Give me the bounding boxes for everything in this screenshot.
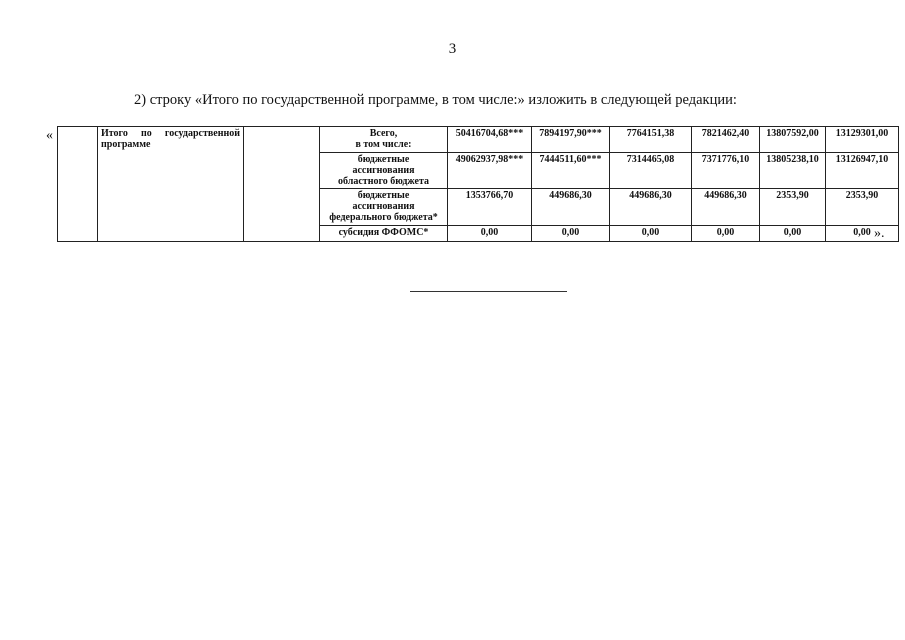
row-name-cell <box>320 153 448 189</box>
value-cell: 13805238,10 <box>760 153 826 189</box>
row-name-line: ассигнования <box>352 165 415 176</box>
separator-line <box>410 291 567 292</box>
row-name-cell <box>320 189 448 226</box>
value-cell: 7371776,10 <box>692 153 760 189</box>
value-cell: 1353766,70 <box>448 189 532 226</box>
value-cell: 0,00 <box>532 226 610 242</box>
value-cell: 13126947,10 <box>826 153 899 189</box>
value-cell: 0,00 <box>692 226 760 242</box>
program-label: Итого по государственной программе <box>101 128 240 150</box>
value-cell: 50416704,68*** <box>448 127 532 153</box>
value-cell: 7894197,90*** <box>532 127 610 153</box>
row-name-line: федерального бюджета* <box>329 212 438 223</box>
value-cell: 2353,90 <box>760 189 826 226</box>
value-cell: 2353,90 <box>826 189 899 226</box>
closing-quote: ». <box>874 226 885 241</box>
table-row <box>58 127 899 153</box>
intro-paragraph: 2) строку «Итого по государственной программе, в том числе:» изложить в следующей редакции: <box>134 92 737 108</box>
value-cell: 449686,30 <box>532 189 610 226</box>
value-cell: 7444511,60*** <box>532 153 610 189</box>
empty-cell <box>58 127 98 242</box>
value-cell: 0,00 <box>826 226 899 242</box>
value-cell: 449686,30 <box>692 189 760 226</box>
row-name-line: бюджетные <box>357 154 410 165</box>
row-name-line: ассигнования <box>352 201 415 212</box>
row-name-line: в том числе: <box>355 139 412 150</box>
row-name-cell: субсидия ФФОМС* <box>320 226 448 242</box>
value-cell: 0,00 <box>610 226 692 242</box>
program-label-cell <box>98 127 244 242</box>
value-cell: 0,00 <box>448 226 532 242</box>
value-cell: 449686,30 <box>610 189 692 226</box>
value-cell: 7821462,40 <box>692 127 760 153</box>
opening-quote: « <box>46 128 53 143</box>
value-cell: 7764151,38 <box>610 127 692 153</box>
value-cell: 7314465,08 <box>610 153 692 189</box>
value-cell: 13129301,00 <box>826 127 899 153</box>
page-number: 3 <box>448 41 457 57</box>
value-cell: 0,00 <box>760 226 826 242</box>
row-name-line: бюджетные <box>357 190 410 201</box>
row-name-line: областного бюджета <box>338 176 429 187</box>
row-name-cell <box>320 127 448 153</box>
empty-cell <box>244 127 320 242</box>
value-cell: 13807592,00 <box>760 127 826 153</box>
program-budget-table <box>57 126 899 242</box>
value-cell: 49062937,98*** <box>448 153 532 189</box>
row-name-line: Всего, <box>369 128 398 139</box>
